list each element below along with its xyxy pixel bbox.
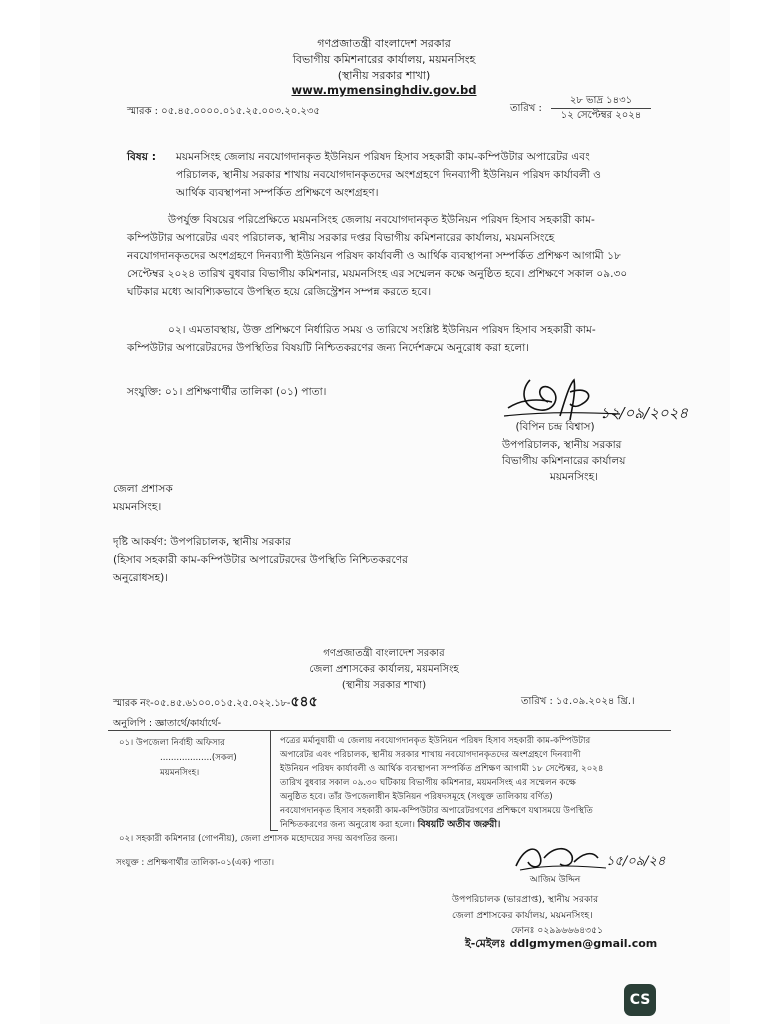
letter1-govt-title: গণপ্রজাতন্ত্রী বাংলাদেশ সরকার [317, 37, 451, 50]
letter1-body-line: কম্পিউটার অপারেটর এবং পরিচালক, স্থানীয় সরকার দপ্তর বিভাগীয় কমিশনারের কার্যালয়, ময়মনসিংহে [127, 232, 555, 244]
letter1-signatory-name: (বিপিন চন্দ্র বিশ্বাস) [515, 421, 595, 433]
letter2-item1-body [280, 818, 500, 833]
letter1-date-label: তারিখ : [510, 103, 542, 114]
letter2-signature [510, 838, 620, 876]
copy-list-top-rule [108, 730, 671, 731]
letter1-branch: (স্থানীয় সরকার শাখা) [337, 69, 431, 82]
letter2-signature-date: ১৫/০৯/২৪ [606, 854, 666, 869]
letter1-body-line: ঘটিকার মধ্যে আবশ্যিকভাবে উপস্থিত হয়ে রেজিস্ট্রেশন সম্পন্ন করতে হবে। [127, 286, 432, 298]
letter2-email[interactable]: ই-মেইলঃ ddlgmymen@gmail.com [465, 937, 658, 950]
letter2-memo-prefix: স্মারক নং-০৫.৪৫.৬১০০.০১৫.২৫.০২২.১৮- [113, 698, 291, 709]
letter2-copy-to: অনুলিপি : জ্ঞাতার্থে/কার্যার্থে- [113, 718, 222, 729]
letter1-memo-number: স্মারক : ০৫.৪৫.০০০০.০১৫.২৫.০০৩.২০.২৩৫ [127, 106, 320, 117]
letter2-memo-suffix: ৫৪৫ [290, 694, 318, 710]
letter2-item1-recipient: ...................(সকল) [160, 753, 237, 763]
letter1-attention: (হিসাব সহকারী কাম-কম্পিউটার অপারেটরদের উপস্থিতি নিশ্চিতকরণের [113, 554, 408, 566]
letter1-body-line: সেপ্টেম্বর ২০২৪ তারিখ বুধবার বিভাগীয় কমিশনার, ময়মনসিংহ এর সম্মেলন কক্ষে অনুষ্ঠিত হবে। প্রশিক্ষণে সকাল ০৯.৩০ [127, 268, 628, 280]
letter2-urgent-note: বিষয়টি অতীব জরুরী। [417, 819, 501, 830]
letter2-item1-body: পত্রের মর্মানুযায়ী এ জেলায় নবযোগদানকৃত ইউনিয়ন পরিষদ হিসাব সহকারী কাম-কম্পিউটার [280, 736, 591, 746]
letter1-signatory-office: বিভাগীয় কমিশনারের কার্যালয় [502, 455, 626, 467]
letter2-branch: (স্থানীয় সরকার শাখা) [341, 680, 427, 691]
letter2-signatory-designation: উপপরিচালক (ভারপ্রাপ্ত), স্থানীয় সরকার [452, 894, 599, 905]
letter1-body-line: নবযোগদানকৃতদের অংশগ্রহণে দিনব্যাপী ইউনিয়ন পরিষদ কার্যাবলী ও আর্থিক ব্যবস্থাপনা সম্পর্কিত প্রশিক্ষণ আগামী ১৮ [127, 250, 621, 262]
letter2-attachment: সংযুক্ত : প্রশিক্ষণার্থীর তালিকা-০১(এক) পাতা। [116, 858, 275, 868]
letter2-memo-number [113, 693, 318, 713]
letter1-date-english: ১২ সেপ্টেম্বর ২০২৪ [560, 110, 642, 121]
letter2-item1-recipient: ০১। উপজেলা নির্বাহী অফিসার [119, 738, 225, 748]
letter2-item1-closing: নিশ্চিতকরণের জন্য অনুরোধ করা হলো। [280, 820, 415, 830]
letter2-item1-body: অনুষ্ঠিত হবে। তাঁর উপজেলাধীন ইউনিয়ন পরিষদসমূহে (সংযুক্ত তালিকায় বর্ণিত) [280, 792, 553, 802]
letter1-attachment: সংযুক্তি: ০১। প্রশিক্ষণার্থীর তালিকা (০১) পাতা। [127, 386, 327, 398]
letter1-office-name: বিভাগীয় কমিশনারের কার্যালয়, ময়মনসিংহ [292, 53, 476, 66]
letter1-website-link[interactable]: www.mymensinghdiv.gov.bd [291, 83, 477, 97]
letter1-subject-line: আর্থিক ব্যবস্থাপনা সম্পর্কিত প্রশিক্ষণে অংশগ্রহণ। [176, 187, 379, 199]
copy-list-bracket [270, 730, 271, 830]
scanner-app-logo: CS [624, 984, 656, 1016]
letter1-subject-line: পরিচালক, স্থানীয় সরকার শাখায় নবযোগদানকৃতদের অংশগ্রহণে দিনব্যাপী ইউনিয়ন পরিষদ কার্যাবলী ও [176, 169, 601, 181]
letter1-attention: অনুরোধসহ)। [113, 572, 169, 584]
letter1-body-line: উপর্যুক্ত বিষয়ের পরিপ্রেক্ষিতে ময়মনসিংহ জেলায় নবযোগদানকৃত ইউনিয়ন পরিষদ হিসাব সহকারী কাম- [168, 214, 595, 226]
letter1-signatory-place: ময়মনসিংহ। [550, 471, 598, 483]
letter2-item2: ০২। সহকারী কমিশনার (গোপনীয়), জেলা প্রশাসক মহোদয়ের সদয় অবগতির জন্য। [119, 834, 398, 844]
letter1-body-line: ০২। এমতাবস্থায়, উক্ত প্রশিক্ষণে নির্ধারিত সময় ও তারিখে সংশ্লিষ্ট ইউনিয়ন পরিষদ হিসাব সহকারী কাম- [168, 324, 596, 336]
letter1-subject-label: বিষয় : [127, 151, 156, 163]
letter2-item1-recipient: ময়মনসিংহ। [160, 768, 200, 778]
letter1-signature-date: ১২/০৯/২০২৪ [600, 404, 689, 422]
letter2-signatory-name: আজিম উদ্দিন [529, 875, 581, 885]
letter1-body-line: কম্পিউটার অপারেটরদের উপস্থিতির বিষয়টি নিশ্চিতকরণের জন্য নির্দেশক্রমে অনুরোধ করা হলো। [127, 342, 530, 354]
letter2-item1-body: তারিখ বুধবার সকাল ০৯.৩০ ঘটিকায় বিভাগীয় কমিশনার, ময়মনসিংহ এর সম্মেলন কক্ষে [280, 778, 576, 788]
letter2-item1-body: ইউনিয়ন পরিষদ কার্যাবলী ও আর্থিক ব্যবস্থাপনা সম্পর্কিত প্রশিক্ষণ আগামী ১৮ সেপ্টেম্বর, ২০২৪ [280, 764, 604, 774]
copy-list-bracket-foot [270, 830, 278, 831]
letter2-signatory-office: জেলা প্রশাসকের কার্যালয়, ময়মনসিংহ। [452, 910, 593, 921]
letter2-office-name: জেলা প্রশাসকের কার্যালয়, ময়মনসিংহ [309, 664, 459, 675]
letter1-date-bangla: ২৮ ভাদ্র ১৪৩১ [569, 95, 633, 106]
letter1-recipient: জেলা প্রশাসক [113, 483, 173, 495]
letter2-item1-body: অপারেটর এবং পরিচালক, স্থানীয় সরকার শাখায় নবযোগদানকৃতদের অংশগ্রহণে দিনব্যাপী [280, 750, 581, 760]
letter1-signatory-designation: উপপরিচালক, স্থানীয় সরকার [502, 439, 622, 451]
letter1-recipient: ময়মনসিংহ। [113, 501, 162, 513]
letter1-subject-line: ময়মনসিংহ জেলায় নবযোগদানকৃত ইউনিয়ন পরিষদ হিসাব সহকারী কাম-কম্পিউটার অপারেটর এবং [176, 151, 590, 163]
letter2-date: তারিখ : ১৫.০৯.২০২৪ খ্রি.। [521, 696, 635, 707]
letter2-item1-body: নবযোগদানকৃত হিসাব সহকারী কাম-কম্পিউটার অপারেটরগণের প্রশিক্ষণে যথাসময়ে উপস্থিতি [280, 806, 593, 816]
letter2-phone: ফোনঃ ০২৯৯৬৬৬৪৩৫১ [511, 925, 604, 936]
letter1-attention: দৃষ্টি আকর্ষণ: উপপরিচালক, স্থানীয় সরকার [113, 536, 291, 548]
letter2-govt-title: গণপ্রজাতন্ত্রী বাংলাদেশ সরকার [323, 648, 445, 659]
